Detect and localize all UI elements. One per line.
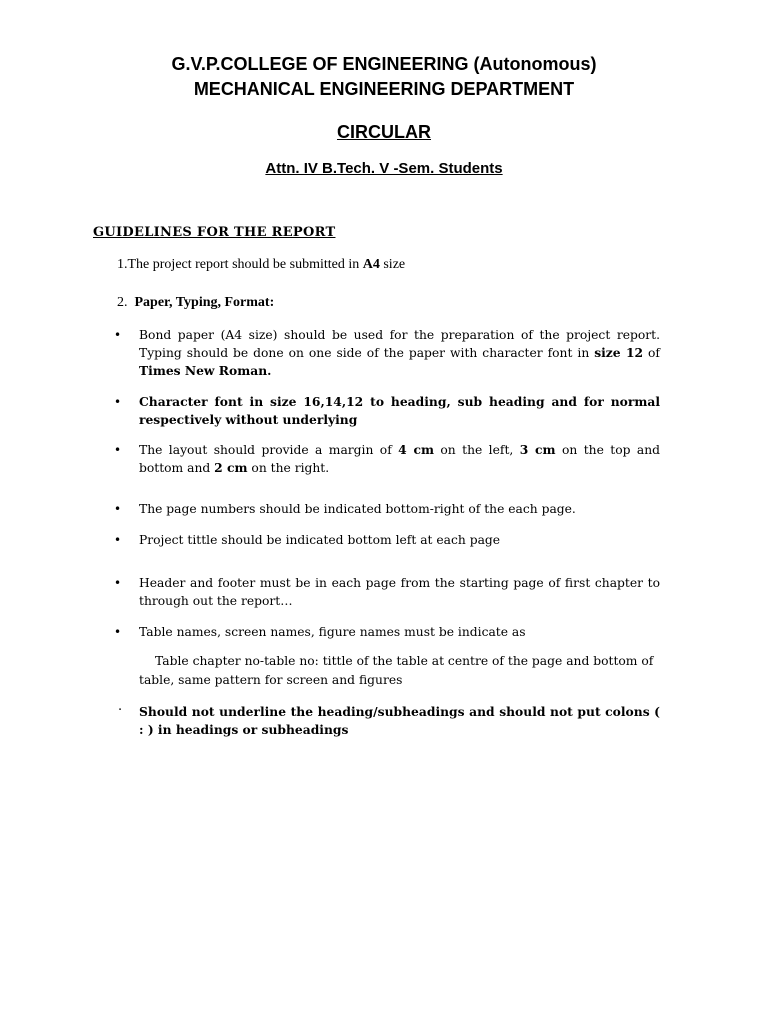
bullet-text: on the right. <box>247 461 330 475</box>
bullet-bold: 2 cm <box>214 460 248 475</box>
item-1-text: 1.The project report should be submitted in <box>117 257 363 272</box>
bullet-icon: • <box>114 443 122 457</box>
bullet-text: on the left, <box>434 443 520 457</box>
bullet-no-underline: Should not underline the heading/subheadings and should not put colons ( : ) in headings or subheadings <box>139 704 660 737</box>
item-2-heading: Paper, Typing, Format: <box>134 295 275 310</box>
bullet-header-footer: Header and footer must be in each page from the starting page of first chapter to through out the report… <box>139 576 660 608</box>
bullet-margins <box>139 441 660 477</box>
bullet-page-numbers: The page numbers should be indicated bottom-right of the each page. <box>139 502 576 516</box>
bullet-bond-paper <box>139 326 660 380</box>
attention-line: Attn. IV B.Tech. V -Sem. Students <box>265 160 503 177</box>
bullet-bold: size 12 <box>594 345 644 360</box>
bullet-bold: 4 cm <box>398 442 434 457</box>
table-note-line-1: Table chapter no-table no: tittle of the table at centre of the page and bottom of <box>155 654 654 668</box>
item-1-rest: size <box>379 257 406 272</box>
department-name: MECHANICAL ENGINEERING DEPARTMENT <box>193 79 575 99</box>
college-name: G.V.P.COLLEGE OF ENGINEERING (Autonomous) <box>171 54 597 74</box>
bullet-icon: • <box>114 576 122 590</box>
bullet-bold: Times New Roman. <box>139 363 272 378</box>
item-2-number: 2. <box>117 295 128 310</box>
bullet-text: of <box>643 346 660 360</box>
bullet-icon: • <box>114 328 122 342</box>
bullet-character-font: Character font in size 16,14,12 to heading, sub heading and for normal respectively without underlying <box>139 394 660 427</box>
bullet-icon: • <box>114 395 122 409</box>
bullet-icon: • <box>114 502 122 516</box>
circular-title: CIRCULAR <box>337 122 431 142</box>
bullet-icon: • <box>114 625 122 639</box>
guidelines-title: GUIDELINES FOR THE REPORT <box>93 225 336 240</box>
bullet-table-names: Table names, screen names, figure names must be indicate as <box>139 625 526 639</box>
bullet-text: The layout should provide a margin of <box>139 443 399 457</box>
bullet-bold: 3 cm <box>519 442 556 457</box>
dot-bullet-icon: · <box>118 703 123 718</box>
bullet-text: on the top and bottom and <box>139 443 660 475</box>
item-1-bold: A4 <box>362 257 380 272</box>
bullet-project-title: Project tittle should be indicated bottom left at each page <box>139 533 501 547</box>
table-note-line-2: table, same pattern for screen and figures <box>139 673 403 687</box>
bullet-text: Bond paper (A4 size) should be used for the preparation of the project report. Typing should be done on one side of the paper with character font in <box>139 328 660 360</box>
bullet-icon: • <box>114 533 122 547</box>
item-1 <box>117 256 677 274</box>
item-2 <box>117 294 677 312</box>
